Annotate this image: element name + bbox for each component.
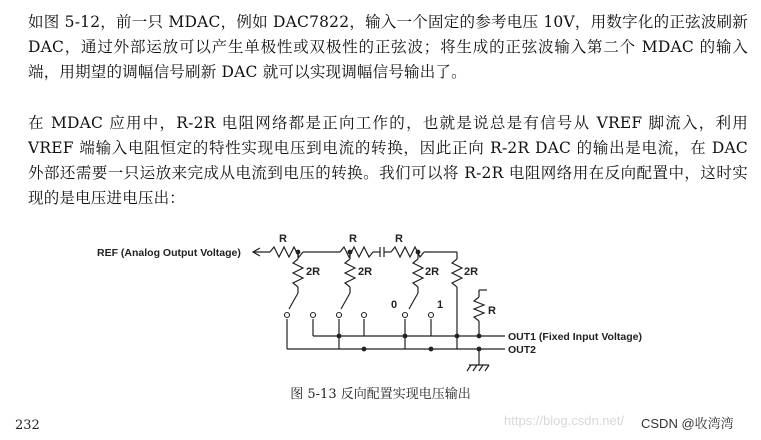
shunt-resistor-label: 2R <box>306 266 321 278</box>
switch-state-0-label: 0 <box>391 299 398 311</box>
body-paragraph-1: 如图 5-12，前一只 MDAC，例如 DAC7822，输入一个固定的参考电压 10V，用数字化的正弦波刷新 DAC，通过外部运放可以产生单极性或双极性的正弦波；将生成的正弦波输入第二个 MDAC 的输入端，用期望的调幅信号刷新 DAC 就可以实现调幅信号输出了。 <box>28 13 748 81</box>
series-resistor-label: R <box>279 233 287 245</box>
series-resistor-label: R <box>349 233 357 245</box>
out1-label: OUT1 (Fixed Input Voltage) <box>508 331 642 343</box>
shunt-resistor-label: 2R <box>425 266 440 278</box>
switch-state-1-label: 1 <box>437 299 444 311</box>
shunt-resistor-label: 2R <box>464 266 479 278</box>
page-number: 232 <box>15 418 40 433</box>
body-paragraph-2: 在 MDAC 应用中，R-2R 电阻网络都是正向工作的，也就是说总是有信号从 VREF 脚流入，利用 VREF 端输入电阻恒定的特性实现电压到电流的转换，因此正向 R-2R DAC 的输出是电流，在 DAC 外部还需要一只运放来完成从电流到电压的转换。我们可以将 R-2R 电阻网络用在反向配置中，这时实现的是电压进电压出： <box>28 114 748 207</box>
r2r-inverted-circuit-diagram <box>95 225 642 380</box>
shunt-resistor-label: 2R <box>358 266 373 278</box>
csdn-credit: CSDN @收湾湾 <box>641 416 734 431</box>
series-resistor-label: R <box>395 233 403 245</box>
blog-watermark: https://blog.csdn.net/ <box>504 413 624 428</box>
out2-label: OUT2 <box>508 344 537 356</box>
figure-caption: 图 5-13 反向配置实现电压输出 <box>290 387 471 402</box>
ref-output-label: REF (Analog Output Voltage) <box>97 247 241 259</box>
feedback-resistor-label: R <box>488 305 496 317</box>
